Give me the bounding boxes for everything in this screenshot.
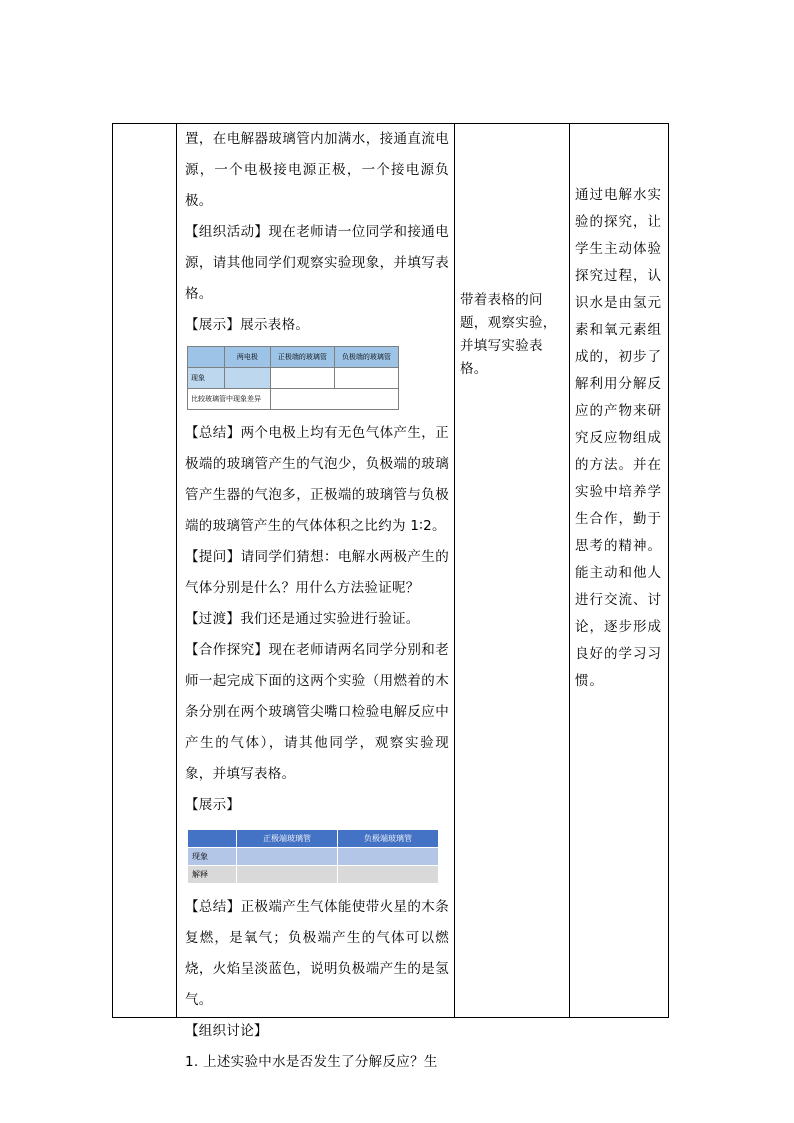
- table-header-cell: 两电极: [225, 347, 271, 368]
- paragraph: 【提问】请同学们猜想：电解水两极产生的气体分别是什么？用什么方法验证呢？: [185, 549, 449, 596]
- paragraph: 置，在电解器玻璃管内加满水，接通直流电源，一个电极接电源正极，一个接电源负极。: [185, 131, 449, 209]
- table-header-cell: [188, 830, 237, 848]
- table-cell: [270, 368, 334, 389]
- table-header-cell: 正极端的玻璃管: [270, 347, 334, 368]
- observation-table-1: [187, 346, 399, 410]
- paragraph: 【总结】正极端产生气体能使带火星的木条复燃，是氧气；负极端产生的气体可以燃烧，火焰呈淡蓝色，说明负极端产生的是氢气。: [185, 899, 449, 1008]
- table-cell: [338, 866, 439, 884]
- student-activity-column: [454, 124, 569, 1017]
- table-header-cell: 负极端玻璃管: [338, 830, 439, 848]
- paragraph: 【过渡】我们还是通过实验进行验证。: [185, 611, 420, 627]
- table-row-label: 解释: [188, 866, 237, 884]
- table-row-label: 现象: [188, 368, 225, 389]
- lesson-plan-table: [112, 123, 669, 1070]
- paragraph: 【组织讨论】: [185, 1023, 268, 1039]
- table-cell: [225, 368, 271, 389]
- paragraph: 【总结】两个电极上均有无色气体产生，正极端的玻璃管产生的气泡少，负极端的玻璃管产生器的气泡多，正极端的玻璃管与负极端的玻璃管产生的气体体积之比约为 1∶2。: [185, 425, 449, 534]
- table-header-cell: 正极端玻璃管: [237, 830, 338, 848]
- design-intent-column: [569, 124, 669, 1017]
- table-cell: [237, 866, 338, 884]
- table-row-label: 现象: [188, 848, 237, 866]
- paragraph: 【合作探究】现在老师请两名同学分别和老师一起完成下面的这两个实验（用燃着的木条分别在两个玻璃管尖嘴口检验电解反应中产生的气体），请其他同学，观察实验现象，并填写表格。: [185, 642, 449, 782]
- table-row-label: 比较玻璃管中现象差异: [188, 389, 271, 410]
- table-header-cell: [188, 347, 225, 368]
- teacher-activity-column: [176, 124, 454, 1070]
- table-cell: [270, 389, 398, 410]
- paragraph: 【组织活动】现在老师请一位同学和接通电源，请其他同学们观察实验现象，并填写表格。: [185, 224, 449, 302]
- table-cell: [237, 848, 338, 866]
- table-header-cell: 负极端的玻璃管: [334, 347, 398, 368]
- paragraph: 【展示】: [185, 797, 241, 813]
- design-intent-text: 通过电解水实验的探究，让学生主动体验探究过程，认识水是由氢元素和氧元素组成的，初步了解利用分解反应的产物来研究反应物组成的方法。并在实验中培养学生合作，勤于思考的精神。能主动和他人进行交流、讨论，逐步形成良好的学习习惯。: [575, 187, 662, 689]
- table-cell: [338, 848, 439, 866]
- paragraph: 【展示】展示表格。: [185, 317, 310, 333]
- student-activity-text: 带着表格的问题，观察实验，并填写实验表格。: [460, 292, 557, 377]
- observation-table-2: [187, 829, 439, 884]
- table-cell: [334, 368, 398, 389]
- paragraph: 1. 上述实验中水是否发生了分解反应？生: [185, 1054, 438, 1070]
